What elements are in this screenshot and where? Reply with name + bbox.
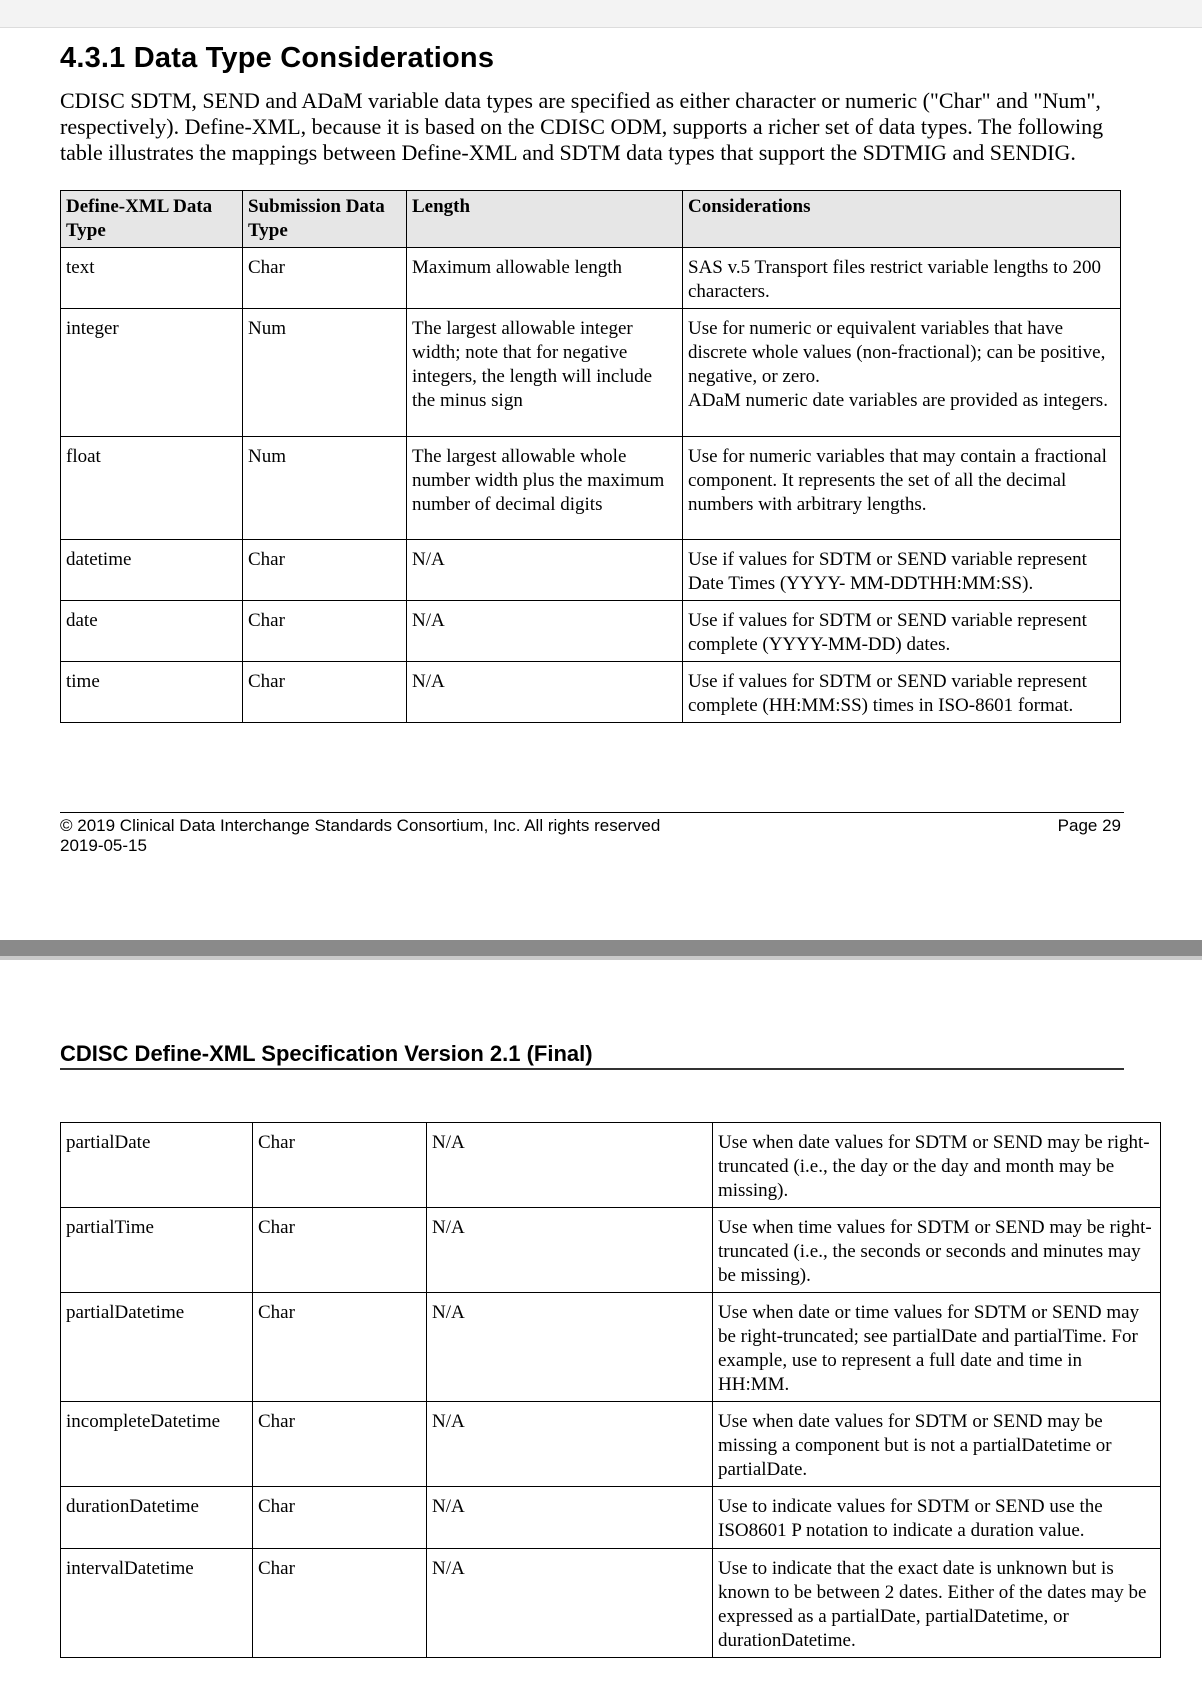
cell-type: partialDate — [61, 1123, 253, 1208]
section-heading: 4.3.1 Data Type Considerations — [60, 42, 495, 74]
cell-considerations: Use when date values for SDTM or SEND may be right-truncated (i.e., the day or the day and month may be missing). — [713, 1123, 1161, 1208]
cell-considerations: Use if values for SDTM or SEND variable represent complete (HH:MM:SS) times in ISO-8601 format. — [683, 662, 1121, 723]
table-row — [61, 309, 1121, 437]
cell-type: incompleteDatetime — [61, 1402, 253, 1487]
header-considerations: Considerations — [683, 191, 1121, 248]
cell-considerations: Use if values for SDTM or SEND variable represent complete (YYYY-MM-DD) dates. — [683, 601, 1121, 662]
document-page-30 — [0, 960, 1202, 1682]
cell-considerations: Use for numeric variables that may contain a fractional component. It represents the set of all the decimal numbers with arbitrary lengths. — [683, 437, 1121, 540]
cell-length: N/A — [407, 662, 683, 723]
running-header-title: CDISC Define-XML Specification Version 2.1 (Final) — [60, 1041, 593, 1066]
cell-length: N/A — [427, 1402, 713, 1487]
cell-length: N/A — [427, 1487, 713, 1549]
table-row — [61, 1487, 1161, 1549]
cell-type: partialTime — [61, 1208, 253, 1293]
cell-considerations: Use to indicate that the exact date is unknown but is known to be between 2 dates. Either of the dates may be expressed as a partialDate, partialDatetime, or durationDatetime. — [713, 1549, 1161, 1658]
cell-length: N/A — [407, 540, 683, 601]
cell-submission: Char — [253, 1549, 427, 1658]
table-row — [61, 662, 1121, 723]
considerations-note: ADaM numeric date variables are provided as integers. — [688, 390, 1108, 411]
page-separator — [0, 940, 1202, 960]
table-header-row — [61, 191, 1121, 248]
table-row — [61, 540, 1121, 601]
cell-type: partialDatetime — [61, 1293, 253, 1402]
header-length: Length — [407, 191, 683, 248]
table-row — [61, 601, 1121, 662]
footer-copyright: © 2019 Clinical Data Interchange Standards Consortium, Inc. All rights reserved — [60, 816, 661, 835]
page-number: Page 29 — [1057, 816, 1121, 835]
cell-submission: Char — [253, 1293, 427, 1402]
footer-rule — [60, 812, 1124, 813]
cell-type: durationDatetime — [61, 1487, 253, 1549]
document-page-29 — [0, 28, 1202, 940]
cell-length: N/A — [407, 601, 683, 662]
cell-submission: Char — [253, 1487, 427, 1549]
cell-considerations: SAS v.5 Transport files restrict variable lengths to 200 characters. — [683, 248, 1121, 309]
table-row — [61, 437, 1121, 540]
header-submission-type: Submission Data Type — [243, 191, 407, 248]
cell-type: date — [61, 601, 243, 662]
cell-considerations: Use if values for SDTM or SEND variable represent Date Times (YYYY- MM-DDTHH:MM:SS). — [683, 540, 1121, 601]
cell-length: Maximum allowable length — [407, 248, 683, 309]
cell-considerations: Use when time values for SDTM or SEND may be right-truncated (i.e., the seconds or seconds and minutes may be missing). — [713, 1208, 1161, 1293]
cell-considerations — [683, 309, 1121, 437]
cell-length: N/A — [427, 1123, 713, 1208]
cell-submission: Char — [253, 1123, 427, 1208]
header-define-xml-type: Define-XML Data Type — [61, 191, 243, 248]
data-type-table — [60, 190, 1121, 723]
table-row — [61, 248, 1121, 309]
cell-submission: Char — [243, 540, 407, 601]
footer-date: 2019-05-15 — [60, 836, 147, 855]
cell-type: text — [61, 248, 243, 309]
cell-length: N/A — [427, 1293, 713, 1402]
cell-submission: Char — [243, 601, 407, 662]
cell-submission: Num — [243, 309, 407, 437]
running-header-rule — [60, 1068, 1124, 1070]
cell-submission: Num — [243, 437, 407, 540]
cell-submission: Char — [243, 248, 407, 309]
cell-type: integer — [61, 309, 243, 437]
table-row — [61, 1549, 1161, 1658]
table-row — [61, 1402, 1161, 1487]
table-row — [61, 1293, 1161, 1402]
previous-page-edge — [0, 0, 1202, 28]
table-row — [61, 1208, 1161, 1293]
cell-length: The largest allowable integer width; note that for negative integers, the length will include the minus sign — [407, 309, 683, 437]
cell-length: The largest allowable whole number width plus the maximum number of decimal digits — [407, 437, 683, 540]
intro-paragraph: CDISC SDTM, SEND and ADaM variable data types are specified as either character or numeric ("Char" and "Num", respectively). Define-XML, because it is based on the CDISC ODM, supports a richer set of data types. The following table illustrates the mappings between Define-XML and SDTM data types that support the SDTMIG and SENDIG. — [60, 88, 1104, 165]
cell-submission: Char — [243, 662, 407, 723]
cell-submission: Char — [253, 1402, 427, 1487]
cell-type: time — [61, 662, 243, 723]
cell-considerations: Use when date or time values for SDTM or SEND may be right-truncated; see partialDate and partialTime. For example, use to represent a full date and time in HH:MM. — [713, 1293, 1161, 1402]
cell-type: intervalDatetime — [61, 1549, 253, 1658]
cell-type: datetime — [61, 540, 243, 601]
considerations-text: Use for numeric or equivalent variables that have discrete whole values (non-fractional); can be positive, negative, or zero. — [688, 318, 1106, 387]
cell-considerations: Use when date values for SDTM or SEND may be missing a component but is not a partialDatetime or partialDate. — [713, 1402, 1161, 1487]
cell-submission: Char — [253, 1208, 427, 1293]
data-type-table-continued — [60, 1122, 1161, 1658]
cell-type: float — [61, 437, 243, 540]
cell-length: N/A — [427, 1208, 713, 1293]
table-row — [61, 1123, 1161, 1208]
cell-length: N/A — [427, 1549, 713, 1658]
cell-considerations: Use to indicate values for SDTM or SEND use the ISO8601 P notation to indicate a duration value. — [713, 1487, 1161, 1549]
